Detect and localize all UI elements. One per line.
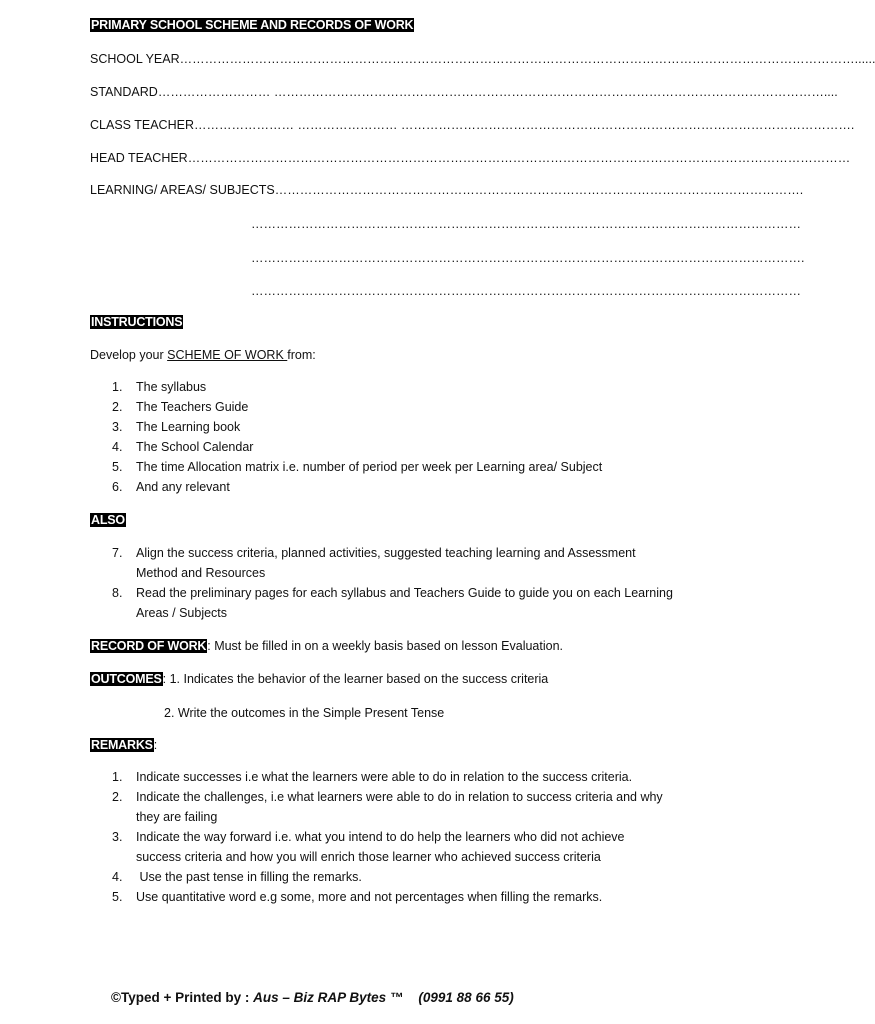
field-label: CLASS TEACHER	[90, 118, 194, 132]
footer-prefix: ©Typed + Printed by :	[111, 990, 254, 1005]
extra-dot-line: …………………………………………………………………………………………………………………….	[251, 251, 805, 265]
outcomes-line	[90, 672, 548, 686]
field-class-teacher	[90, 118, 854, 132]
remarks-list	[90, 767, 690, 907]
list-item: 3. Indicate the way forward i.e. what you intend to do help the learners who did not achieve success criteria and how you will enrich those learner who achieved success criteria	[112, 830, 625, 864]
also-heading: ALSO	[91, 513, 125, 527]
field-label: HEAD TEACHER	[90, 151, 188, 165]
list-item: 6. And any relevant	[112, 480, 230, 494]
list-item: 4. The School Calendar	[112, 440, 254, 454]
list-item: 1. The syllabus	[112, 380, 207, 394]
extra-dot-line: ……………………………………………………………………………………………………………………	[251, 284, 801, 298]
record-of-work-text: : Must be filled in on a weekly basis based on lesson Evaluation.	[207, 639, 564, 653]
list-item: 4. Use the past tense in filling the remarks.	[112, 870, 362, 884]
outcomes-item-2: 2. Write the outcomes in the Simple Present Tense	[164, 706, 445, 720]
list-item: 5. Use quantitative word e.g some, more and not percentages when filling the remarks.	[112, 890, 603, 904]
list-item: 2. Indicate the challenges, i.e what learners were able to do in relation to success criteria and why they are failing	[112, 790, 663, 824]
field-school-year	[90, 52, 875, 66]
extra-dot-line: ……………………………………………………………………………………………………………………	[251, 217, 801, 231]
develop-prefix: Develop your	[90, 348, 168, 362]
field-label: LEARNING/ AREAS/ SUBJECTS	[90, 183, 275, 197]
footer-phone: (0991 88 66 55)	[403, 990, 514, 1005]
list-item: 8. Read the preliminary pages for each syllabus and Teachers Guide to guide you on each Learning Areas / Subjects	[112, 586, 673, 620]
scheme-of-work-underlined: SCHEME OF WORK	[167, 348, 288, 362]
list-item: 7. Align the success criteria, planned activities, suggested teaching learning and Assessment Method and Resources	[112, 546, 636, 580]
instructions-heading: INSTRUCTIONS	[91, 315, 183, 329]
field-dots: ……………………………………………………………………………………………………………….	[274, 183, 804, 197]
footer-credit	[111, 990, 514, 1005]
list-item: 3. The Learning book	[112, 420, 241, 434]
field-dots: ……………………… ……………………………………………………………………………………………………………………....	[157, 85, 838, 99]
record-of-work-heading: RECORD OF WORK	[91, 639, 207, 653]
remarks-heading: REMARKS	[91, 738, 153, 752]
record-of-work-line	[90, 639, 563, 653]
field-dots: ……………………………………………………………………………………………………………………………………………	[187, 151, 851, 165]
list-item: 2. The Teachers Guide	[112, 400, 249, 414]
list-item: 5. The time Allocation matrix i.e. number of period per week per Learning area/ Subject	[112, 460, 603, 474]
footer-brand: Aus – Biz RAP Bytes ™	[253, 990, 404, 1005]
develop-suffix: from:	[287, 348, 316, 362]
sources-list	[90, 377, 690, 497]
outcomes-item-1: : 1. Indicates the behavior of the learner based on the success criteria	[162, 672, 549, 686]
list-item: 1. Indicate successes i.e what the learners were able to do in relation to the success criteria.	[112, 770, 633, 784]
field-dots: …………………… …………………… ……………………………………………………………………………………………….	[193, 118, 855, 132]
field-label: STANDARD	[90, 85, 158, 99]
field-label: SCHOOL YEAR	[90, 52, 180, 66]
also-list	[90, 543, 690, 623]
develop-line	[90, 348, 316, 362]
field-standard	[90, 85, 838, 99]
outcomes-heading: OUTCOMES	[91, 672, 162, 686]
field-dots: ………………………………………………………………………………………………………………………………………………......	[179, 52, 875, 66]
document-title: PRIMARY SCHOOL SCHEME AND RECORDS OF WORK	[91, 18, 414, 32]
field-head-teacher	[90, 151, 850, 165]
field-learning-areas	[90, 183, 803, 197]
remarks-heading-line: REMARKS:	[91, 738, 158, 752]
